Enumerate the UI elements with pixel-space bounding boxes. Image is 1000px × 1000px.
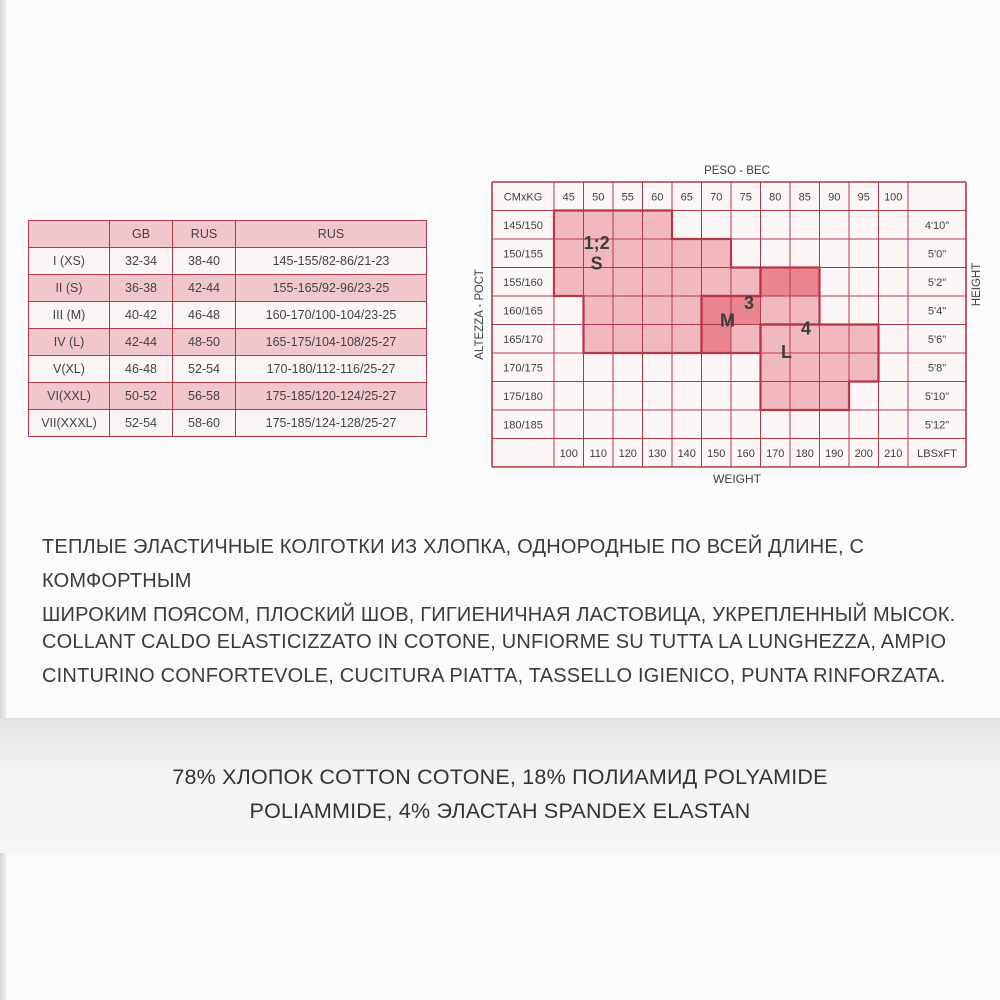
lbs-tick-label: 200 <box>854 447 873 460</box>
description-italian <box>42 625 972 693</box>
size-table-row <box>29 329 427 356</box>
composition-line: 78% ХЛОПОК COTTON COTONE, 18% ПОЛИАМИД POLYAMIDE <box>172 765 828 789</box>
ft-tick-label: 5'6" <box>927 333 947 346</box>
size-table-cell: 38-40 <box>173 248 236 275</box>
chart-corner-label: CMxKG <box>503 191 543 204</box>
lbs-tick-label: 210 <box>884 447 903 460</box>
lbs-tick-label: 110 <box>589 447 608 460</box>
composition-line: POLIAMMIDE, 4% ЭЛАСТАН SPANDEX ELASTAN <box>249 799 751 823</box>
kg-tick-label: 75 <box>739 191 752 204</box>
size-table-cell: 48-50 <box>173 329 236 356</box>
ft-tick-label: 4'10" <box>924 219 950 232</box>
chart-altezza-label: ALTEZZA - РОСТ <box>474 269 486 360</box>
size-table-cell: 40-42 <box>110 302 173 329</box>
description-ru-line: ТЕПЛЫЕ ЭЛАСТИЧНЫЕ КОЛГОТКИ ИЗ ХЛОПКА, ОДНОРОДНЫЕ ПО ВСЕЙ ДЛИНЕ, С КОМФОРТНЫМ <box>42 536 865 592</box>
weight-height-size-chart <box>470 160 983 505</box>
size-table-cell: 42-44 <box>110 329 173 356</box>
lbs-tick-label: 170 <box>766 447 785 460</box>
ft-tick-label: 5'10" <box>924 390 950 403</box>
description-russian <box>42 530 972 632</box>
size-table-row <box>29 275 427 302</box>
cm-tick-label: 165/170 <box>503 333 543 346</box>
lbs-tick-label: 180 <box>795 447 814 460</box>
size-table-header-cell: RUS <box>173 221 236 248</box>
size-zone-m-number: 3 <box>743 293 755 313</box>
cm-tick-label: 170/175 <box>503 362 543 375</box>
size-table-header-cell <box>29 221 110 248</box>
description-ru-line: ШИРОКИМ ПОЯСОМ, ПЛОСКИЙ ШОВ, ГИГИЕНИЧНАЯ ЛАСТОВИЦА, УКРЕПЛЕННЫЙ МЫСОК. <box>42 604 956 626</box>
size-table-cell: 46-48 <box>110 356 173 383</box>
size-table-row <box>29 383 427 410</box>
lbs-corner-label: LBSxFT <box>917 447 957 460</box>
size-zone-s-letter: S <box>590 253 603 274</box>
size-table-cell: 52-54 <box>110 410 173 437</box>
kg-tick-label: 50 <box>592 191 605 204</box>
size-table-cell: I (XS) <box>29 248 110 275</box>
kg-tick-label: 55 <box>621 191 634 204</box>
description-it-line: CINTURINO CONFORTEVOLE, CUCITURA PIATTA, TASSELLO IGIENICO, PUNTA RINFORZATA. <box>42 665 946 687</box>
size-table-row <box>29 248 427 275</box>
size-table-cell: V(XL) <box>29 356 110 383</box>
lbs-tick-label: 120 <box>618 447 637 460</box>
size-conversion-table <box>28 220 427 437</box>
size-table-cell: 46-48 <box>173 302 236 329</box>
size-table-cell: 160-170/100-104/23-25 <box>236 302 427 329</box>
cm-tick-label: 175/180 <box>503 390 543 403</box>
kg-tick-label: 45 <box>562 191 575 204</box>
size-table-cell: 175-185/120-124/25-27 <box>236 383 427 410</box>
lbs-tick-label: 100 <box>559 447 578 460</box>
size-table-cell: 145-155/82-86/21-23 <box>236 248 427 275</box>
size-zone-l-letter: L <box>781 342 792 362</box>
cm-tick-label: 180/185 <box>503 419 543 432</box>
size-table-row <box>29 410 427 437</box>
ft-tick-label: 5'8" <box>927 362 947 375</box>
kg-tick-label: 100 <box>884 191 903 204</box>
size-table-header-cell: RUS <box>236 221 427 248</box>
kg-tick-label: 80 <box>769 191 782 204</box>
size-table-cell: II (S) <box>29 275 110 302</box>
description-it-line: COLLANT CALDO ELASTICIZZATO IN COTONE, UNFIORME SU TUTTA LA LUNGHEZZA, AMPIO <box>42 631 947 653</box>
size-table-cell: 50-52 <box>110 383 173 410</box>
kg-tick-label: 90 <box>828 191 841 204</box>
kg-tick-label: 60 <box>651 191 664 204</box>
chart-title-peso: PESO - ВЕС <box>704 165 770 177</box>
size-table-cell: VII(XXXL) <box>29 410 110 437</box>
size-table-cell: IV (L) <box>29 329 110 356</box>
size-table-cell: 52-54 <box>173 356 236 383</box>
kg-tick-label: 65 <box>680 191 693 204</box>
ft-tick-label: 5'4" <box>927 305 947 318</box>
kg-tick-label: 95 <box>857 191 870 204</box>
chart-weight-label: WEIGHT <box>713 472 761 486</box>
lbs-tick-label: 160 <box>736 447 755 460</box>
size-table-header-cell: GB <box>110 221 173 248</box>
size-table-row <box>29 302 427 329</box>
cm-tick-label: 145/150 <box>503 219 543 232</box>
size-table-cell: 175-185/124-128/25-27 <box>236 410 427 437</box>
lbs-tick-label: 190 <box>825 447 844 460</box>
size-table-cell: 165-175/104-108/25-27 <box>236 329 427 356</box>
ft-tick-label: 5'12" <box>924 419 950 432</box>
cm-tick-label: 160/165 <box>503 305 543 318</box>
ft-tick-label: 5'2" <box>927 276 947 289</box>
composition-band <box>0 718 1000 853</box>
kg-tick-label: 70 <box>710 191 723 204</box>
ft-tick-label: 5'0" <box>927 248 947 261</box>
size-table-row <box>29 356 427 383</box>
cm-tick-label: 150/155 <box>503 248 543 261</box>
size-table-cell: 58-60 <box>173 410 236 437</box>
size-table-cell: 170-180/112-116/25-27 <box>236 356 427 383</box>
size-table-header-row <box>29 221 427 248</box>
size-zone-s-number: 1;2 <box>583 233 610 253</box>
size-table-cell: VI(XXL) <box>29 383 110 410</box>
size-table-cell: 155-165/92-96/23-25 <box>236 275 427 302</box>
size-zone-l-number: 4 <box>800 318 812 339</box>
composition-text <box>0 760 1000 828</box>
cm-tick-label: 155/160 <box>503 276 543 289</box>
size-table-cell: III (M) <box>29 302 110 329</box>
lbs-tick-label: 130 <box>648 447 667 460</box>
size-table-cell: 36-38 <box>110 275 173 302</box>
kg-tick-label: 85 <box>798 191 811 204</box>
lbs-tick-label: 140 <box>677 447 696 460</box>
size-table-cell: 32-34 <box>110 248 173 275</box>
lbs-tick-label: 150 <box>707 447 726 460</box>
chart-height-label: HEIGHT <box>971 262 983 307</box>
size-table-cell: 42-44 <box>173 275 236 302</box>
size-zone-m-letter: M <box>720 310 735 331</box>
size-table-cell: 56-58 <box>173 383 236 410</box>
